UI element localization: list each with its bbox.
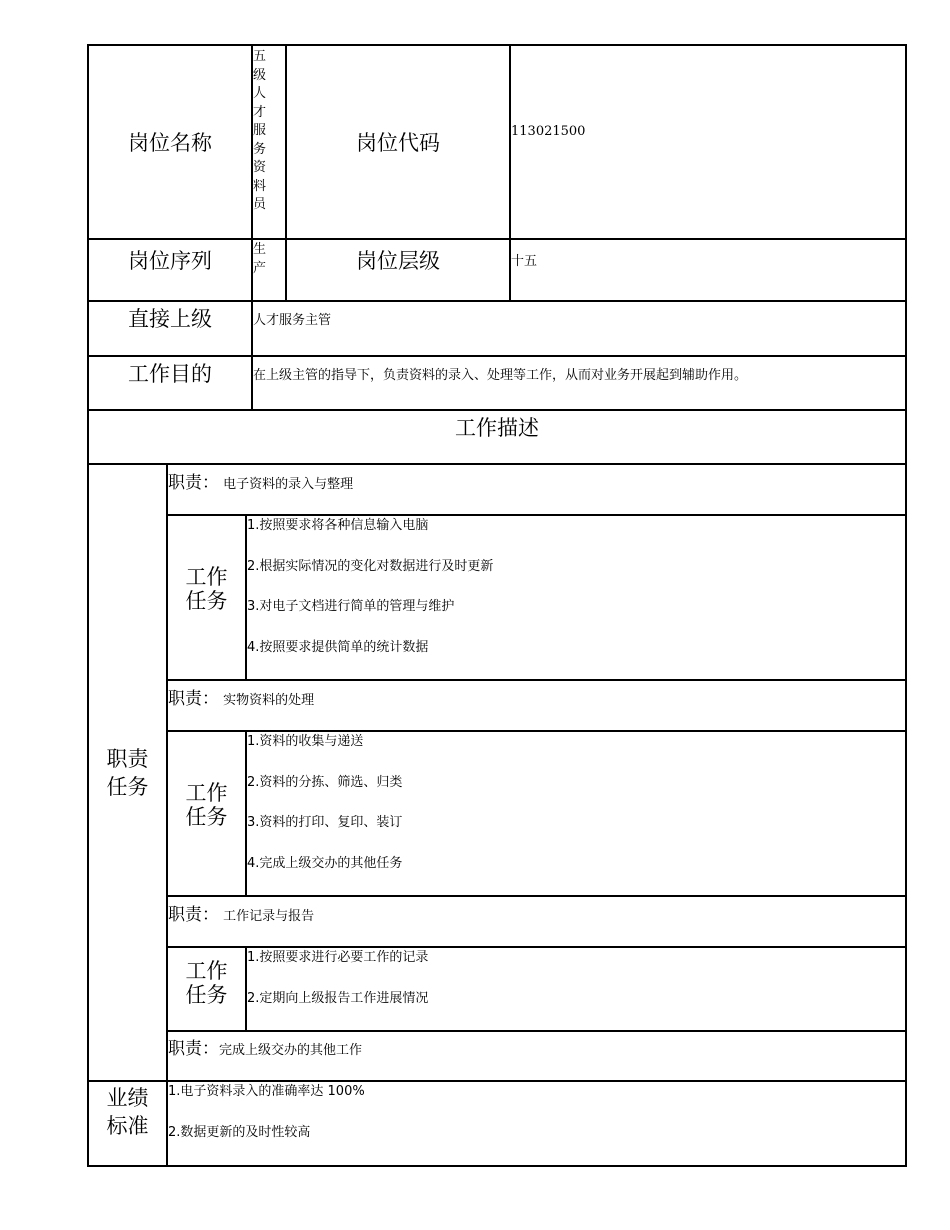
list-item: 2.数据更新的及时性较高 bbox=[168, 1124, 311, 1140]
row-divider bbox=[87, 463, 907, 465]
row-divider bbox=[166, 679, 907, 681]
sequence-value: 生产 bbox=[253, 242, 267, 276]
duty-prefix: 职责 bbox=[168, 473, 202, 493]
row-divider bbox=[166, 1030, 907, 1032]
performance-label: 业绩标准 bbox=[106, 1086, 149, 1138]
row-divider bbox=[166, 514, 907, 516]
position-code-label: 岗位代码 bbox=[356, 131, 440, 155]
position-code-value: 113021500 bbox=[511, 124, 586, 139]
row-divider bbox=[166, 895, 907, 897]
level-label: 岗位层级 bbox=[356, 249, 440, 273]
list-item: 1.按照要求将各种信息输入电脑 bbox=[247, 518, 429, 533]
task-label: 工作任务 bbox=[185, 780, 228, 829]
purpose-label: 工作目的 bbox=[128, 362, 212, 386]
list-item: 4.按照要求提供简单的统计数据 bbox=[247, 639, 429, 655]
duty-title: 职责： 工作记录与报告 bbox=[168, 905, 315, 925]
list-item: 1.按照要求进行必要工作的记录 bbox=[247, 950, 429, 965]
list-item: 2.资料的分拣、筛选、归类 bbox=[247, 774, 403, 790]
level-value: 十五 bbox=[511, 254, 538, 269]
task-list bbox=[247, 517, 493, 679]
position-name-label: 岗位名称 bbox=[128, 131, 212, 155]
task-list bbox=[247, 949, 428, 1030]
list-item: 2.定期向上级报告工作进展情况 bbox=[247, 990, 429, 1006]
sequence-label: 岗位序列 bbox=[128, 249, 212, 273]
list-item: 3.对电子文档进行简单的管理与维护 bbox=[247, 599, 455, 614]
table-border-right bbox=[905, 44, 907, 1167]
performance-list bbox=[168, 1083, 365, 1164]
task-list bbox=[247, 733, 402, 895]
task-label: 工作任务 bbox=[185, 564, 228, 613]
duties-label: 职责任务 bbox=[106, 746, 149, 799]
row-divider bbox=[87, 1080, 907, 1082]
row-divider bbox=[166, 730, 907, 732]
list-item: 4.完成上级交办的其他任务 bbox=[247, 855, 403, 871]
superior-label: 直接上级 bbox=[128, 307, 212, 331]
description-title: 工作描述 bbox=[455, 416, 539, 440]
task-label: 工作任务 bbox=[185, 959, 228, 1007]
purpose-value: 在上级主管的指导下，负责资料的录入、处理等工作，从而对业务开展起到辅助作用。 bbox=[253, 368, 748, 383]
list-item: 2.根据实际情况的变化对数据进行及时更新 bbox=[247, 558, 494, 574]
list-item: 1.电子资料录入的准确率达 100% bbox=[168, 1084, 365, 1099]
superior-value: 人才服务主管 bbox=[253, 313, 332, 328]
position-name-value: 五级人才服务资料员 bbox=[253, 49, 267, 212]
list-item: 3.资料的打印、复印、装订 bbox=[247, 815, 403, 830]
list-item: 1.资料的收集与递送 bbox=[247, 734, 364, 749]
table-border-bottom bbox=[87, 1165, 907, 1167]
duty-title: 职责：完成上级交办的其他工作 bbox=[168, 1039, 363, 1059]
duty-title: 职责： 实物资料的处理 bbox=[168, 689, 315, 709]
duty-title: 职责： 电子资料的录入与整理 bbox=[168, 473, 354, 493]
row-divider bbox=[166, 946, 907, 948]
